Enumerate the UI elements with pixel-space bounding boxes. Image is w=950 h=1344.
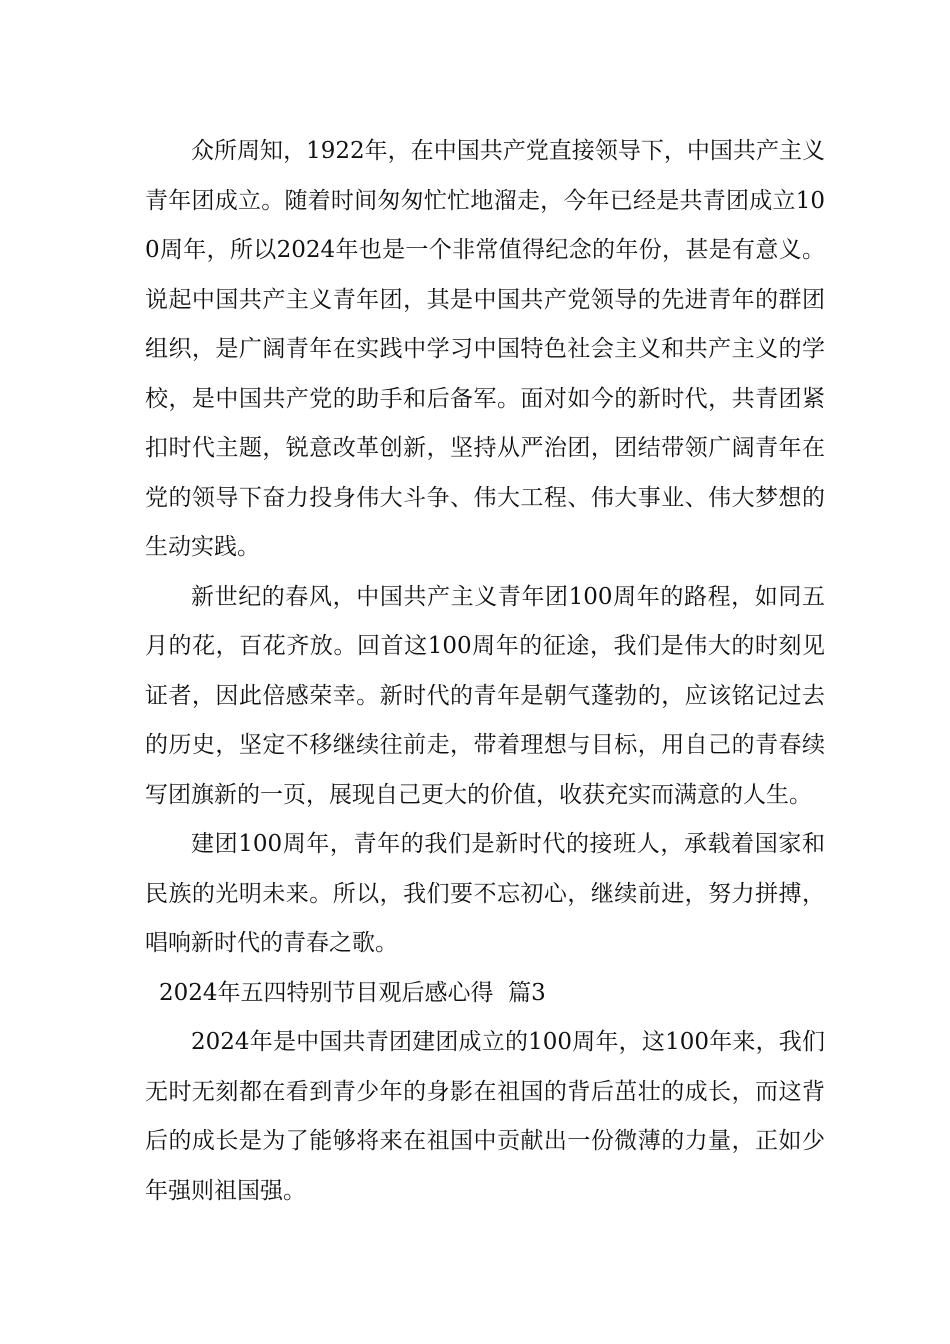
paragraph-3: 建团100周年，青年的我们是新时代的接班人，承载着国家和民族的光明未来。所以，我们要不忘初心，继续前进，努力拼搏，唱响新时代的青春之歌。 (145, 831, 825, 956)
section-heading: 2024年五四特别节目观后感心得 篇3 (159, 979, 546, 1006)
paragraph-4: 2024年是中国共青团建团成立的100周年，这100年来，我们无时无刻都在看到青少年的身影在祖国的背后茁壮的成长，而这背后的成长是为了能够将来在祖国中贡献出一份微薄的力量，正如少年强则祖国强。 (145, 1029, 825, 1204)
paragraph-1: 众所周知，1922年，在中国共产党直接领导下，中国共产主义青年团成立。随着时间匆匆忙忙地溜走，今年已经是共青团成立100周年，所以2024年也是一个非常值得纪念的年份，甚是有意义。说起中国共产主义青年团，其是中国共产党领导的先进青年的群团组织，是广阔青年在实践中学习中国特色社会主义和共产主义的学校，是中国共产党的助手和后备军。面对如今的新时代，共青团紧扣时代主题，锐意改革创新，坚持从严治团，团结带领广阔青年在党的领导下奋力投身伟大斗争、伟大工程、伟大事业、伟大梦想的生动实践。 (145, 138, 825, 560)
paragraph-2: 新世纪的春风，中国共产主义青年团100周年的路程，如同五月的花，百花齐放。回首这100周年的征途，我们是伟大的时刻见证者，因此倍感荣幸。新时代的青年是朝气蓬勃的，应该铭记过去的历史，坚定不移继续往前走，带着理想与目标，用自己的青春续写团旗新的一页，展现自己更大的价值，收获充实而满意的人生。 (145, 583, 825, 808)
document-body (145, 127, 825, 1216)
